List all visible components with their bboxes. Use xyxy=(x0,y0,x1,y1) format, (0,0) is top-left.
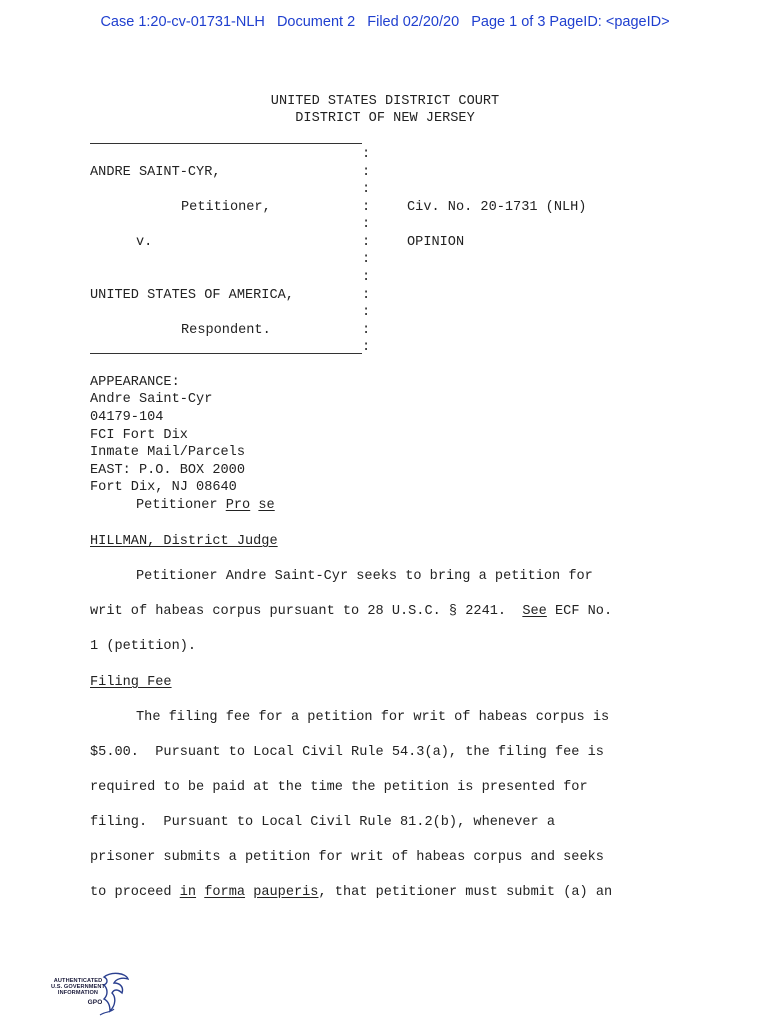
see-signal: See xyxy=(522,604,547,619)
filing-fee-heading: Filing Fee xyxy=(90,675,172,690)
respondent-name: UNITED STATES OF AMERICA, xyxy=(90,288,294,303)
body-line: writ of habeas corpus pursuant to 28 U.S.C. § 2241. See ECF No. xyxy=(90,604,613,619)
court-district: DISTRICT OF NEW JERSEY xyxy=(295,111,475,126)
caption-top-rule xyxy=(90,143,362,144)
body-line: The filing fee for a petition for writ of habeas corpus is xyxy=(136,710,610,725)
eagle-icon xyxy=(96,971,130,1017)
court-name: UNITED STATES DISTRICT COURT xyxy=(270,94,500,109)
judge-heading: HILLMAN, District Judge xyxy=(90,534,278,549)
caption-colon: : xyxy=(362,235,371,250)
pro-term: Pro xyxy=(225,498,251,513)
body-line: prisoner submits a petition for writ of habeas corpus and seeks xyxy=(90,850,604,865)
caption-colon: : xyxy=(362,217,371,232)
caption-colon: : xyxy=(362,182,371,197)
versus: v. xyxy=(136,235,153,250)
appearance-heading: APPEARANCE: xyxy=(90,375,180,390)
filing-header xyxy=(0,14,770,30)
appearance-line: Andre Saint-Cyr xyxy=(90,392,213,407)
respondent-role: Respondent. xyxy=(181,323,271,338)
caption-colon: : xyxy=(362,165,371,180)
appearance-line: 04179-104 xyxy=(90,410,164,425)
caption-colon: : xyxy=(362,200,371,215)
gpo-mark: GPO xyxy=(87,999,103,1006)
appearance-line: FCI Fort Dix xyxy=(90,428,188,443)
page-id: Page 1 of 3 PageID: <pageID> xyxy=(471,14,670,30)
body-line: to proceed in forma pauperis, that petitioner must submit (a) an xyxy=(90,885,613,900)
appearance-line: EAST: P.O. BOX 2000 xyxy=(90,463,245,478)
document-type: OPINION xyxy=(407,235,465,250)
caption-bottom-rule xyxy=(90,353,362,354)
petitioner-role: Petitioner, xyxy=(181,200,271,215)
petitioner-name: ANDRE SAINT-CYR, xyxy=(90,165,221,180)
caption-colon: : xyxy=(362,288,371,303)
petitioner-pro-se: Petitioner Pro se xyxy=(136,498,275,513)
forma-term: forma xyxy=(204,885,246,900)
appearance-line: Inmate Mail/Parcels xyxy=(90,445,245,460)
body-line: required to be paid at the time the petition is presented for xyxy=(90,780,588,795)
document-number: Document 2 xyxy=(276,14,356,30)
appearance-line: Fort Dix, NJ 08640 xyxy=(90,480,237,495)
body-line: 1 (petition). xyxy=(90,639,197,654)
in-term: in xyxy=(179,885,197,900)
caption-colon: : xyxy=(362,305,371,320)
gpo-authentication-logo: AUTHENTICATED U.S. GOVERNMENT INFORMATION GPO xyxy=(44,971,134,1019)
caption-colon: : xyxy=(362,323,371,338)
body-line: filing. Pursuant to Local Civil Rule 81.2(b), whenever a xyxy=(90,815,555,830)
pauperis-term: pauperis xyxy=(253,885,319,900)
caption-colon: : xyxy=(362,147,371,162)
caption-colon: : xyxy=(362,252,371,267)
civil-number: Civ. No. 20-1731 (NLH) xyxy=(407,200,587,215)
body-line: $5.00. Pursuant to Local Civil Rule 54.3(a), the filing fee is xyxy=(90,745,604,760)
case-number: Case 1:20-cv-01731-NLH xyxy=(100,14,265,30)
body-line: Petitioner Andre Saint-Cyr seeks to bring a petition for xyxy=(136,569,593,584)
caption-colon: : xyxy=(362,340,371,355)
filed-date: Filed 02/20/20 xyxy=(367,14,460,30)
caption-colon: : xyxy=(362,270,371,285)
se-term: se xyxy=(258,498,275,513)
